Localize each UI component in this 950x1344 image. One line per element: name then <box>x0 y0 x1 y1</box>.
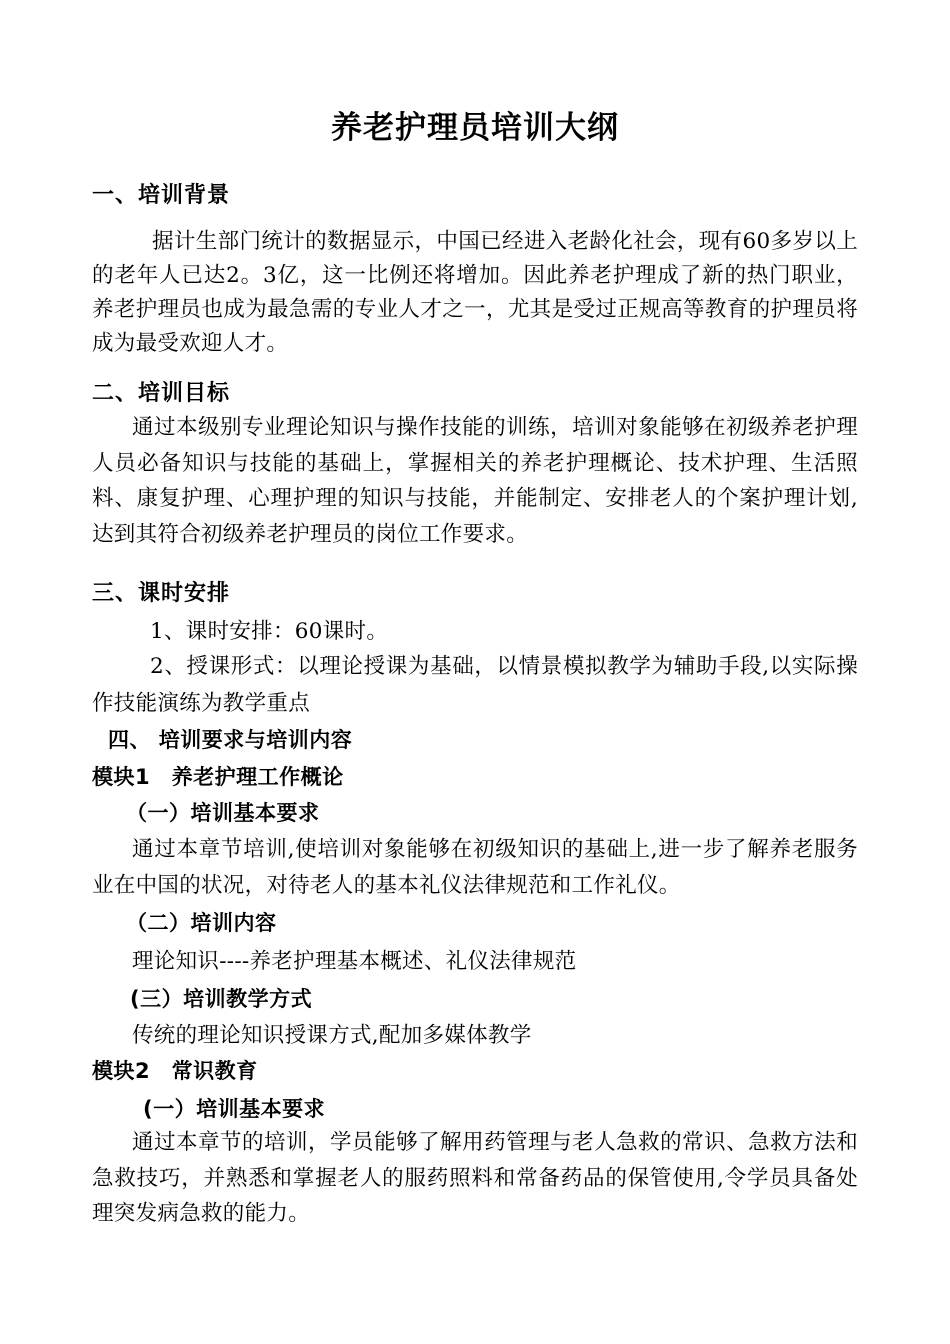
module-1-method-heading: (三）培训教学方式 <box>130 987 313 1011</box>
section-3-heading: 三、课时安排 <box>92 581 231 606</box>
module-1-title: 模块1 养老护理工作概论 <box>92 765 344 789</box>
section-1-heading: 一、培训背景 <box>92 183 231 208</box>
module-1-method-text: 传统的理论知识授课方式,配加多媒体教学 <box>132 1023 532 1048</box>
module-2-title: 模块2 常识教育 <box>92 1059 258 1083</box>
module-1-requirements-text: 通过本章节培训,使培训对象能够在初级知识的基础上,进一步了解养老服务业在中国的状况，对待老人的基本礼仪法律规范和工作礼仪。 <box>92 837 858 898</box>
section-1-paragraph: 据计生部门统计的数据显示，中国已经进入老龄化社会，现有60多岁以上的老年人已达2。3亿，这一比例还将增加。因此养老护理成了新的热门职业，养老护理员也成为最急需的专业人才之一，尤其是受过正规高等教育的护理员将成为最受欢迎人才。 <box>92 229 858 356</box>
module-1-requirements-heading: （一）培训基本要求 <box>126 801 320 825</box>
module-2-requirements-heading: (一）培训基本要求 <box>143 1097 326 1121</box>
section-3-item-2: 2、授课形式：以理论授课为基础，以情景模拟教学为辅助手段,以实际操作技能演练为教学重点 <box>92 654 858 716</box>
section-2-paragraph: 通过本级别专业理论知识与操作技能的训练，培训对象能够在初级养老护理人员必备知识与技能的基础上，掌握相关的养老护理概论、技术护理、生活照料、康复护理、心理护理的知识与技能，并能制定、安排老人的个案护理计划,达到其符合初级养老护理员的岗位工作要求。 <box>92 415 858 547</box>
section-2-heading: 二、培训目标 <box>92 381 231 406</box>
section-3-item-1: 1、课时安排：60课时。 <box>150 619 389 644</box>
document-title: 养老护理员培训大纲 <box>331 110 619 146</box>
module-2-requirements-text: 通过本章节的培训，学员能够了解用药管理与老人急救的常识、急救方法和急救技巧，并熟悉和掌握老人的服药照料和常备药品的保管使用,令学员具备处理突发病急救的能力。 <box>92 1130 858 1226</box>
module-1-content-text: 理论知识----养老护理基本概述、礼仪法律规范 <box>132 949 577 974</box>
module-1-content-heading: （二）培训内容 <box>126 911 277 935</box>
section-4-heading: 四、 培训要求与培训内容 <box>108 728 353 752</box>
